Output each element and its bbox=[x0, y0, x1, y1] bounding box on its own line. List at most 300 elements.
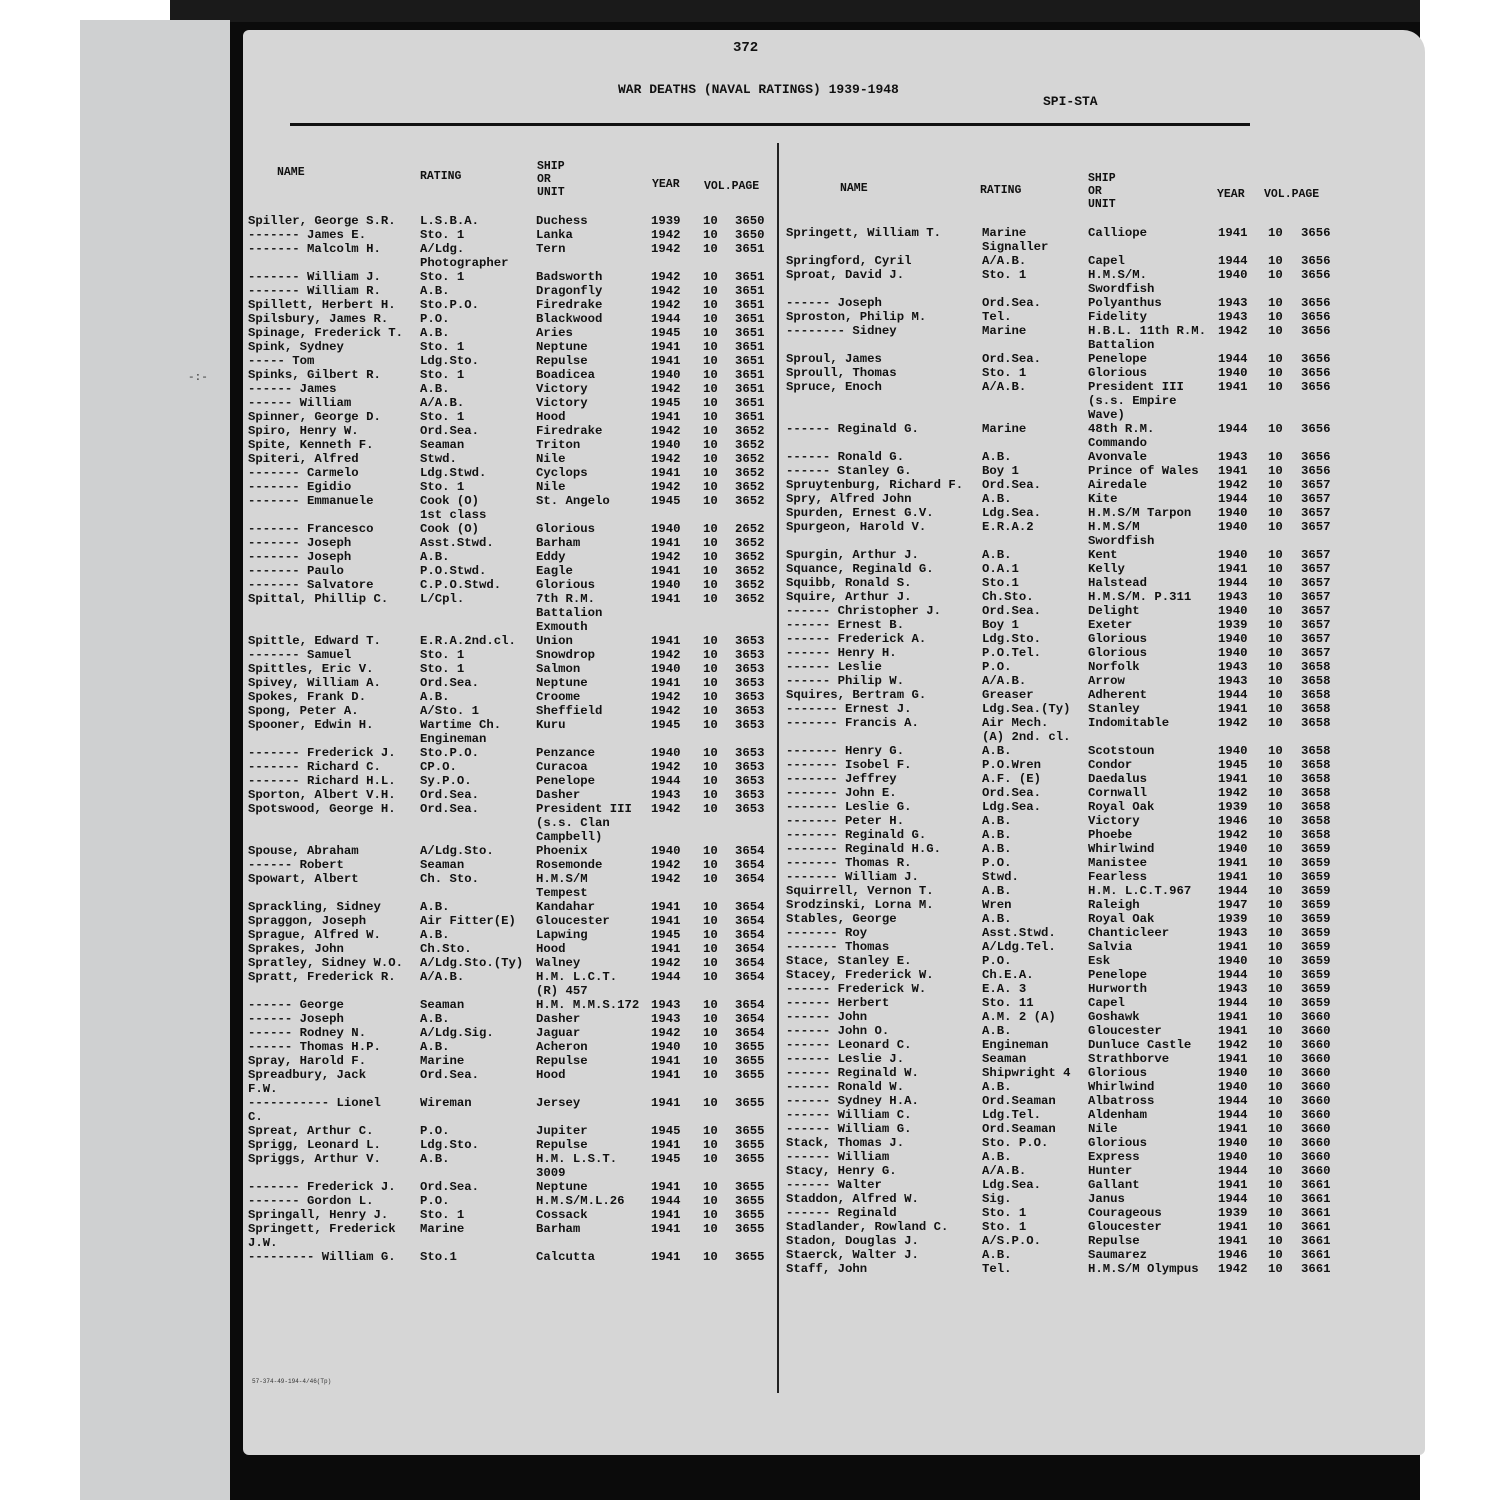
entry-rating: Seaman bbox=[982, 1052, 1027, 1066]
entry-vol: 10 bbox=[703, 718, 718, 732]
entry-vol: 10 bbox=[1268, 814, 1283, 828]
entry-page: 3659 bbox=[1301, 856, 1331, 870]
entry-page: 3652 bbox=[735, 592, 765, 606]
entry-ship: H.M. L.S.T. bbox=[536, 1152, 618, 1166]
entry-name: ------ Robert bbox=[248, 858, 344, 872]
entry-rating: Ldg.Tel. bbox=[982, 1108, 1042, 1122]
entry-vol: 10 bbox=[1268, 1262, 1283, 1276]
entry-year: 1940 bbox=[1218, 520, 1248, 534]
entry-vol: 10 bbox=[703, 396, 718, 410]
entry-year: 1940 bbox=[1218, 1136, 1248, 1150]
entry-year: 1942 bbox=[651, 284, 681, 298]
entry-name: ------- Ernest J. bbox=[786, 702, 912, 716]
entry-name: ------ Ernest B. bbox=[786, 618, 905, 632]
entry-page: 3660 bbox=[1301, 1038, 1331, 1052]
entry-year: 1942 bbox=[1218, 1038, 1248, 1052]
entry-name: ------- James E. bbox=[248, 228, 367, 242]
entry-ship: Rosemonde bbox=[536, 858, 603, 872]
entry-year: 1940 bbox=[651, 844, 681, 858]
entry-rating: Ord.Sea. bbox=[420, 676, 480, 690]
entry-year: 1941 bbox=[651, 1208, 681, 1222]
entry-vol: 10 bbox=[703, 480, 718, 494]
entry-year: 1940 bbox=[1218, 646, 1248, 660]
entry-ship: Aldenham bbox=[1088, 1108, 1148, 1122]
entry-year: 1942 bbox=[651, 760, 681, 774]
entry-vol: 10 bbox=[1268, 982, 1283, 996]
entry-page: 3653 bbox=[735, 662, 765, 676]
entry-rating: A.B. bbox=[982, 1080, 1012, 1094]
entry-year: 1945 bbox=[651, 928, 681, 942]
entry-page: 3656 bbox=[1301, 352, 1331, 366]
entry-rating: Sto. 1 bbox=[982, 1220, 1027, 1234]
entry-page: 2652 bbox=[735, 522, 765, 536]
entry-name: ------ Joseph bbox=[248, 1012, 344, 1026]
entry-rating: A.B. bbox=[982, 548, 1012, 562]
entry-page: 3658 bbox=[1301, 674, 1331, 688]
entry-rating: A.B. bbox=[420, 1152, 450, 1166]
entry-name: Spriggs, Arthur V. bbox=[248, 1152, 381, 1166]
entry-vol: 10 bbox=[1268, 1010, 1283, 1024]
entry-year: 1941 bbox=[651, 354, 681, 368]
entry-ship: Boadicea bbox=[536, 368, 596, 382]
entry-year: 1943 bbox=[1218, 450, 1248, 464]
entry-vol: 10 bbox=[703, 956, 718, 970]
entry-rating: Ldg.Sea. bbox=[982, 800, 1042, 814]
entry-page: 3654 bbox=[735, 1026, 765, 1040]
entry-year: 1942 bbox=[651, 382, 681, 396]
entry-name: Spittal, Phillip C. bbox=[248, 592, 389, 606]
entry-rating: Sto.1 bbox=[982, 576, 1019, 590]
entry-vol: 10 bbox=[1268, 870, 1283, 884]
entry-rating: Sto. 1 bbox=[420, 1208, 465, 1222]
entry-rating: A.B. bbox=[982, 1150, 1012, 1164]
entry-name: Sproul, James bbox=[786, 352, 882, 366]
entry-vol: 10 bbox=[1268, 884, 1283, 898]
entry-vol: 10 bbox=[1268, 464, 1283, 478]
entry-page: 3653 bbox=[735, 648, 765, 662]
entry-vol: 10 bbox=[1268, 1164, 1283, 1178]
entry-rating: A.B. bbox=[420, 928, 450, 942]
entry-year: 1941 bbox=[651, 914, 681, 928]
entry-vol: 10 bbox=[1268, 1234, 1283, 1248]
entry-vol: 10 bbox=[703, 844, 718, 858]
entry-vol: 10 bbox=[1268, 898, 1283, 912]
entry-name: Sprigg, Leonard L. bbox=[248, 1138, 381, 1152]
entry-year: 1942 bbox=[1218, 478, 1248, 492]
entry-year: 1942 bbox=[651, 298, 681, 312]
entry-year: 1942 bbox=[651, 242, 681, 256]
entry-page: 3652 bbox=[735, 438, 765, 452]
entry-year: 1941 bbox=[1218, 464, 1248, 478]
entry-year: 1940 bbox=[1218, 954, 1248, 968]
entry-vol: 10 bbox=[703, 1026, 718, 1040]
entry-vol: 10 bbox=[1268, 352, 1283, 366]
entry-page: 3655 bbox=[735, 1208, 765, 1222]
entry-rating: Seaman bbox=[420, 438, 465, 452]
entry-name: ------- Joseph bbox=[248, 550, 352, 564]
entry-ship: Airedale bbox=[1088, 478, 1148, 492]
entry-ship: Neptune bbox=[536, 340, 588, 354]
entry-vol: 10 bbox=[1268, 576, 1283, 590]
entry-rating: Wren bbox=[982, 898, 1012, 912]
entry-name: Springett, Frederick bbox=[248, 1222, 396, 1236]
entry-page: 3653 bbox=[735, 704, 765, 718]
entry-vol: 10 bbox=[1268, 1024, 1283, 1038]
entry-vol: 10 bbox=[703, 466, 718, 480]
entry-ship: Whirlwind bbox=[1088, 842, 1155, 856]
entry-name: ------- Joseph bbox=[248, 536, 352, 550]
entry-rating: Ldg.Stwd. bbox=[420, 466, 487, 480]
entry-page: 3655 bbox=[735, 1040, 765, 1054]
entry-rating: O.A.1 bbox=[982, 562, 1019, 576]
entry-vol: 10 bbox=[703, 410, 718, 424]
entry-vol: 10 bbox=[703, 998, 718, 1012]
entry-page: 3652 bbox=[735, 550, 765, 564]
entry-ship: Victory bbox=[536, 396, 588, 410]
entry-rating: A.B. bbox=[420, 284, 450, 298]
entry-year: 1941 bbox=[651, 1222, 681, 1236]
entry-page: 3654 bbox=[735, 942, 765, 956]
entry-year: 1944 bbox=[1218, 1192, 1248, 1206]
entry-name: Sprackling, Sidney bbox=[248, 900, 381, 914]
entry-year: 1940 bbox=[651, 522, 681, 536]
entry-rating: A.B. bbox=[420, 326, 450, 340]
entry-ship: Hood bbox=[536, 1068, 566, 1082]
entry-name: Staddon, Alfred W. bbox=[786, 1192, 919, 1206]
entry-name: Squirrell, Vernon T. bbox=[786, 884, 934, 898]
entry-year: 1941 bbox=[1218, 772, 1248, 786]
right-header-rating: RATING bbox=[980, 184, 1022, 197]
entry-year: 1942 bbox=[651, 228, 681, 242]
entry-name: Spratley, Sidney W.O. bbox=[248, 956, 403, 970]
entry-name: Spowart, Albert bbox=[248, 872, 359, 886]
entry-name: Spinks, Gilbert R. bbox=[248, 368, 381, 382]
entry-vol: 10 bbox=[703, 592, 718, 606]
range-code: SPI-STA bbox=[1043, 94, 1098, 109]
entry-ship: Jaguar bbox=[536, 1026, 581, 1040]
entry-rating: P.O. bbox=[982, 660, 1012, 674]
entry-page: 3660 bbox=[1301, 1052, 1331, 1066]
entry-rating: Stwd. bbox=[982, 870, 1019, 884]
entry-name: ------- Carmelo bbox=[248, 466, 359, 480]
entry-ship: Battalion bbox=[1088, 338, 1155, 352]
entry-page: 3658 bbox=[1301, 800, 1331, 814]
entry-year: 1943 bbox=[651, 1012, 681, 1026]
entry-vol: 10 bbox=[703, 452, 718, 466]
entry-ship: Lapwing bbox=[536, 928, 588, 942]
entry-page: 3661 bbox=[1301, 1248, 1331, 1262]
entry-page: 3652 bbox=[735, 466, 765, 480]
entry-rating: Ord.Sea. bbox=[420, 424, 480, 438]
scan-top-edge bbox=[170, 0, 1420, 22]
entry-ship: Triton bbox=[536, 438, 581, 452]
entry-year: 1942 bbox=[1218, 324, 1248, 338]
entry-page: 3651 bbox=[735, 326, 765, 340]
entry-page: 3656 bbox=[1301, 324, 1331, 338]
entry-rating: Greaser bbox=[982, 688, 1034, 702]
entry-ship: Aries bbox=[536, 326, 573, 340]
entry-name: Springett, William T. bbox=[786, 226, 941, 240]
entry-rating: Ldg.Sto. bbox=[420, 1138, 480, 1152]
entry-vol: 10 bbox=[1268, 842, 1283, 856]
entry-name: ------ John O. bbox=[786, 1024, 890, 1038]
entry-vol: 10 bbox=[1268, 366, 1283, 380]
entry-year: 1942 bbox=[651, 872, 681, 886]
entry-year: 1941 bbox=[651, 942, 681, 956]
entry-rating: Ord.Seaman bbox=[982, 1094, 1056, 1108]
entry-ship: Adherent bbox=[1088, 688, 1148, 702]
entry-name: ------- William R. bbox=[248, 284, 381, 298]
entry-ship: Snowdrop bbox=[536, 648, 596, 662]
entry-vol: 10 bbox=[1268, 786, 1283, 800]
entry-name: ------- Richard H.L. bbox=[248, 774, 396, 788]
entry-name: Spraggon, Joseph bbox=[248, 914, 367, 928]
entry-page: 3660 bbox=[1301, 1150, 1331, 1164]
entry-ship: Raleigh bbox=[1088, 898, 1140, 912]
entry-ship: Kandahar bbox=[536, 900, 596, 914]
entry-ship: Glorious bbox=[1088, 1066, 1148, 1080]
entry-name: Spink, Sydney bbox=[248, 340, 344, 354]
entry-name: ------ Henry H. bbox=[786, 646, 897, 660]
entry-ship: Prince of Wales bbox=[1088, 464, 1199, 478]
entry-year: 1942 bbox=[651, 424, 681, 438]
entry-ship: Janus bbox=[1088, 1192, 1125, 1206]
entry-name: Spurgeon, Harold V. bbox=[786, 520, 927, 534]
entry-vol: 10 bbox=[703, 368, 718, 382]
entry-rating: A.B. bbox=[982, 1024, 1012, 1038]
entry-name: Stadon, Douglas J. bbox=[786, 1234, 919, 1248]
entry-page: 3659 bbox=[1301, 940, 1331, 954]
entry-page: 3660 bbox=[1301, 1122, 1331, 1136]
entry-page: 3657 bbox=[1301, 520, 1331, 534]
entry-rating: Marine bbox=[982, 422, 1027, 436]
entry-name: ------- Francis A. bbox=[786, 716, 919, 730]
entry-page: 3655 bbox=[735, 1124, 765, 1138]
entry-name: Sproull, Thomas bbox=[786, 366, 897, 380]
left-header-volpage: VOL.PAGE bbox=[704, 180, 760, 193]
entry-rating: Marine bbox=[982, 226, 1027, 240]
entry-year: 1940 bbox=[1218, 842, 1248, 856]
entry-page: 3658 bbox=[1301, 716, 1331, 730]
entry-rating: L.S.B.A. bbox=[420, 214, 480, 228]
entry-ship: Capel bbox=[1088, 254, 1125, 268]
entry-year: 1947 bbox=[1218, 898, 1248, 912]
entry-vol: 10 bbox=[1268, 940, 1283, 954]
entry-page: 3650 bbox=[735, 214, 765, 228]
entry-vol: 10 bbox=[1268, 380, 1283, 394]
entry-rating: A.B. bbox=[982, 492, 1012, 506]
entry-ship: Repulse bbox=[536, 354, 588, 368]
entry-vol: 10 bbox=[1268, 716, 1283, 730]
entry-rating: Sto. 1 bbox=[420, 340, 465, 354]
entry-rating: Ord.Sea. bbox=[982, 352, 1042, 366]
entry-name: Spotswood, George H. bbox=[248, 802, 396, 816]
entry-name: Spinner, George D. bbox=[248, 410, 381, 424]
entry-rating: Sto. 11 bbox=[982, 996, 1034, 1010]
entry-ship: Salmon bbox=[536, 662, 581, 676]
entry-name: ------- Francesco bbox=[248, 522, 374, 536]
entry-page: 3661 bbox=[1301, 1220, 1331, 1234]
entry-vol: 10 bbox=[703, 550, 718, 564]
entry-rating: A.B. bbox=[420, 690, 450, 704]
entry-ship: Duchess bbox=[536, 214, 588, 228]
entry-rating: P.O. bbox=[982, 954, 1012, 968]
entry-ship: Penelope bbox=[1088, 968, 1148, 982]
entry-year: 1943 bbox=[1218, 310, 1248, 324]
entry-page: 3651 bbox=[735, 410, 765, 424]
entry-page: 3655 bbox=[735, 1054, 765, 1068]
entry-ship: H.M.S/M bbox=[1088, 520, 1140, 534]
entry-vol: 10 bbox=[1268, 492, 1283, 506]
entry-year: 1942 bbox=[651, 452, 681, 466]
entry-page: 3656 bbox=[1301, 450, 1331, 464]
entry-year: 1941 bbox=[1218, 702, 1248, 716]
entry-page: 3656 bbox=[1301, 422, 1331, 436]
entry-name: Spray, Harold F. bbox=[248, 1054, 367, 1068]
entry-name: ----- Tom bbox=[248, 354, 315, 368]
entry-page: 3653 bbox=[735, 746, 765, 760]
entry-vol: 10 bbox=[703, 676, 718, 690]
entry-vol: 10 bbox=[703, 704, 718, 718]
entry-vol: 10 bbox=[703, 760, 718, 774]
entry-vol: 10 bbox=[1268, 660, 1283, 674]
entry-vol: 10 bbox=[1268, 1038, 1283, 1052]
entry-name: -------- Sidney bbox=[786, 324, 897, 338]
entry-vol: 10 bbox=[703, 858, 718, 872]
entry-year: 1941 bbox=[651, 1054, 681, 1068]
entry-ship: H.M.S/M bbox=[536, 872, 588, 886]
entry-ship: Repulse bbox=[536, 1054, 588, 1068]
left-header-name: NAME bbox=[277, 166, 305, 179]
entry-rating: Sto. 1 bbox=[420, 648, 465, 662]
entry-page: 3657 bbox=[1301, 590, 1331, 604]
entry-rating: A/Sto. 1 bbox=[420, 704, 480, 718]
entry-ship: (s.s. Clan bbox=[536, 816, 610, 830]
entry-page: 3651 bbox=[735, 354, 765, 368]
entry-ship: 7th R.M. bbox=[536, 592, 596, 606]
entry-ship: Walney bbox=[536, 956, 581, 970]
entry-vol: 10 bbox=[703, 438, 718, 452]
entry-page: 3661 bbox=[1301, 1192, 1331, 1206]
entry-rating: A.F. (E) bbox=[982, 772, 1042, 786]
entry-page: 3654 bbox=[735, 844, 765, 858]
entry-page: 3658 bbox=[1301, 660, 1331, 674]
entry-page: 3659 bbox=[1301, 884, 1331, 898]
entry-rating: Air Fitter(E) bbox=[420, 914, 516, 928]
entry-vol: 10 bbox=[703, 354, 718, 368]
entry-year: 1941 bbox=[1218, 870, 1248, 884]
entry-vol: 10 bbox=[703, 1208, 718, 1222]
entry-vol: 10 bbox=[1268, 1122, 1283, 1136]
entry-ship: (s.s. Empire bbox=[1088, 394, 1177, 408]
entry-vol: 10 bbox=[1268, 674, 1283, 688]
header-rule bbox=[290, 123, 1250, 126]
entry-rating: Signaller bbox=[982, 240, 1049, 254]
entry-ship: Express bbox=[1088, 1150, 1140, 1164]
entry-rating: Stwd. bbox=[420, 452, 457, 466]
entry-vol: 10 bbox=[703, 634, 718, 648]
entry-year: 1945 bbox=[651, 1152, 681, 1166]
entry-year: 1942 bbox=[651, 858, 681, 872]
right-header-name: NAME bbox=[840, 182, 868, 195]
entry-rating: Sto.P.O. bbox=[420, 298, 480, 312]
entry-vol: 10 bbox=[703, 284, 718, 298]
entry-ship: Cyclops bbox=[536, 466, 588, 480]
entry-page: 3658 bbox=[1301, 744, 1331, 758]
entry-year: 1942 bbox=[1218, 786, 1248, 800]
entry-ship: Manistee bbox=[1088, 856, 1148, 870]
entry-name: ------ William C. bbox=[786, 1108, 912, 1122]
entry-name: Sproston, Philip M. bbox=[786, 310, 927, 324]
entry-ship: Exmouth bbox=[536, 620, 588, 634]
entry-rating: A.B. bbox=[982, 884, 1012, 898]
entry-rating: Tel. bbox=[982, 310, 1012, 324]
entry-vol: 10 bbox=[1268, 996, 1283, 1010]
entry-year: 1942 bbox=[651, 550, 681, 564]
entry-vol: 10 bbox=[1268, 296, 1283, 310]
entry-vol: 10 bbox=[703, 690, 718, 704]
entry-name: ------- Samuel bbox=[248, 648, 352, 662]
entry-year: 1944 bbox=[1218, 968, 1248, 982]
entry-ship: Arrow bbox=[1088, 674, 1125, 688]
entry-rating: P.O. bbox=[982, 856, 1012, 870]
entry-vol: 10 bbox=[1268, 1178, 1283, 1192]
entry-year: 1940 bbox=[651, 662, 681, 676]
entry-page: 3654 bbox=[735, 928, 765, 942]
entry-year: 1945 bbox=[651, 326, 681, 340]
entry-page: 3656 bbox=[1301, 464, 1331, 478]
entry-year: 1940 bbox=[651, 368, 681, 382]
right-header-year: YEAR bbox=[1217, 188, 1245, 201]
entry-page: 3654 bbox=[735, 858, 765, 872]
entry-rating: Sto. 1 bbox=[420, 368, 465, 382]
entry-rating: Marine bbox=[420, 1222, 465, 1236]
entry-vol: 10 bbox=[703, 494, 718, 508]
entry-name: ------- Emmanuele bbox=[248, 494, 374, 508]
entry-year: 1942 bbox=[1218, 1262, 1248, 1276]
entry-year: 1941 bbox=[1218, 1052, 1248, 1066]
entry-page: 3659 bbox=[1301, 926, 1331, 940]
entry-name: ------- John E. bbox=[786, 786, 897, 800]
entry-name: ------- William J. bbox=[786, 870, 919, 884]
entry-page: 3660 bbox=[1301, 1010, 1331, 1024]
entry-rating: Ord.Sea. bbox=[982, 604, 1042, 618]
entry-year: 1944 bbox=[651, 970, 681, 984]
column-divider bbox=[777, 143, 779, 1393]
entry-ship: Battalion bbox=[536, 606, 603, 620]
entry-name: Spreadbury, Jack bbox=[248, 1068, 367, 1082]
entry-name: ------ William G. bbox=[786, 1122, 912, 1136]
entry-page: 3660 bbox=[1301, 1080, 1331, 1094]
entry-year: 1941 bbox=[1218, 562, 1248, 576]
entry-ship: Dunluce Castle bbox=[1088, 1038, 1192, 1052]
entry-page: 3657 bbox=[1301, 548, 1331, 562]
entry-rating: P.O.Stwd. bbox=[420, 564, 487, 578]
entry-vol: 10 bbox=[703, 214, 718, 228]
entry-ship: Goshawk bbox=[1088, 1010, 1140, 1024]
entry-vol: 10 bbox=[703, 382, 718, 396]
entry-year: 1943 bbox=[1218, 296, 1248, 310]
entry-name: ------ Reginald W. bbox=[786, 1066, 919, 1080]
entry-rating: Asst.Stwd. bbox=[982, 926, 1056, 940]
entry-year: 1944 bbox=[1218, 422, 1248, 436]
entry-ship: H.M. L.C.T.967 bbox=[1088, 884, 1192, 898]
right-header-ship: SHIP OR UNIT bbox=[1088, 172, 1116, 211]
entry-ship: Cossack bbox=[536, 1208, 588, 1222]
entry-name: ------ Christopher J. bbox=[786, 604, 941, 618]
entry-ship: Whirlwind bbox=[1088, 1080, 1155, 1094]
entry-vol: 10 bbox=[703, 1250, 718, 1264]
